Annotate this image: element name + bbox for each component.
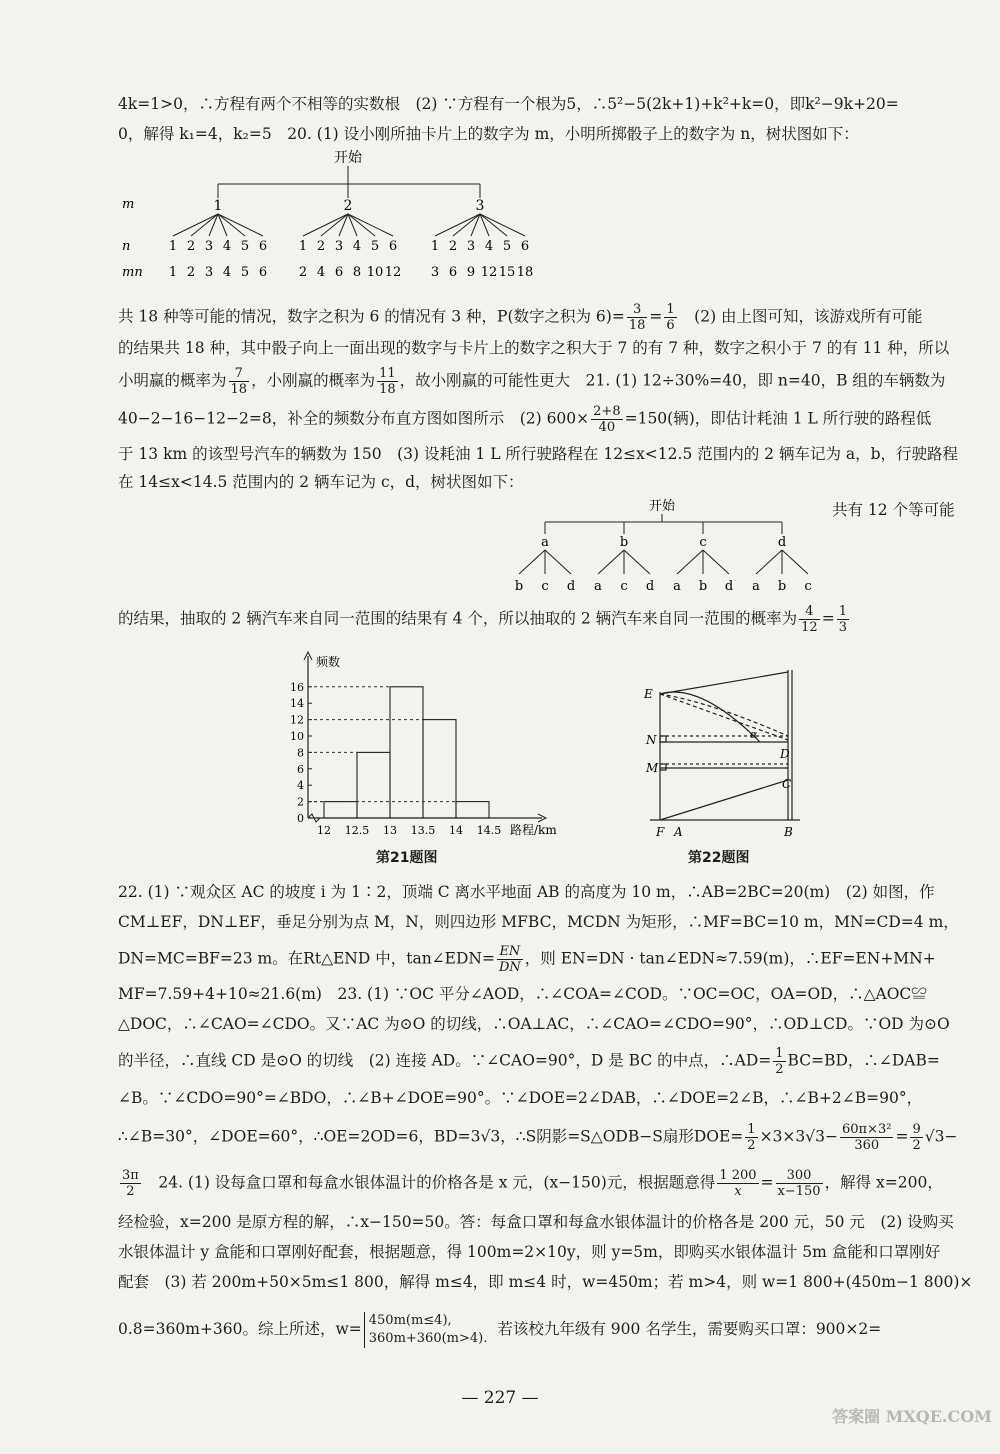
tree-diagram-2 xyxy=(500,494,820,598)
text-line: CM⊥EF，DN⊥EF，垂足分别为点 M，N，则四边形 MFBC，MCDN 为矩形，∴MF=BC=10 m，MN=CD=4 m， xyxy=(118,913,959,931)
text-line: 0.8=360m+360。综上所述，w= 450m(m≤4), 360m+360(m>4). 若该校九年级有 900 名学生，需要购买口罩：900×2= xyxy=(118,1313,882,1346)
piecewise-brace: 450m(m≤4), 360m+360(m>4). xyxy=(364,1312,488,1348)
x-tick-label: 12 xyxy=(317,824,331,837)
y-tick-label: 4 xyxy=(297,779,304,793)
text-line: 0，解得 k₁=4，k₂=5 20. (1) 设小刚所抽卡片上的数字为 m，小明所掷骰子上的数字为 n，树状图如下： xyxy=(118,125,859,143)
tree1-mn-value: 4 xyxy=(316,265,326,280)
label-A: A xyxy=(674,825,683,839)
text-line: 40−2−16−12−2=8，补全的频数分布直方图如图所示 (2) 600× $\frac{2+8}{40}$ =150(辆)，即估计耗油 1 L 所行驶的路程低 xyxy=(118,404,932,435)
y-axis-label: 频数 xyxy=(316,655,341,669)
text-line: 配套 (3) 若 200m+50×5m≤1 800，解得 m≤4，即 m≤4 时，w=450m；若 m>4，则 w=1 800+(450m−1 800)× xyxy=(118,1273,973,1291)
text-line: 的半径，∴直线 CD 是⊙O 的切线 (2) 连接 AD。∵∠CAO=90°，D 是 BC 的中点，∴AD= $\frac{1}{2}$ BC=BD，∴∠DAB= xyxy=(118,1046,940,1077)
row-label-m: m xyxy=(122,197,135,212)
y-tick-label: 8 xyxy=(297,746,304,760)
tree1-mn-value: 6 xyxy=(448,265,458,280)
tree2-level1-node: a xyxy=(541,535,549,550)
y-tick-label: 10 xyxy=(290,730,304,743)
x-tick-label: 12.5 xyxy=(344,824,370,837)
tree1-n-node: 2 xyxy=(448,239,458,254)
label-M: M xyxy=(646,761,659,775)
x-tick-label: 14.5 xyxy=(476,824,502,837)
tree2-level2-node: b xyxy=(777,579,787,594)
tree1-mn-value: 12 xyxy=(480,265,498,280)
text-line: ∠B。∵∠CDO=90°=∠BDO，∴∠B+∠DOE=90°。∵∠DOE=2∠DAB，∴∠DOE=2∠B，∴∠B+2∠B=90°， xyxy=(118,1089,923,1107)
row-label-n: n xyxy=(122,239,131,254)
tree1-mn-value: 6 xyxy=(258,265,268,280)
tree2-level2-node: a xyxy=(673,579,681,594)
tree1-mn-value: 18 xyxy=(516,265,534,280)
tree1-mn-value: 6 xyxy=(334,265,344,280)
text-line: MF=7.59+4+10≈21.6(m) 23. (1) ∵OC 平分∠AOD，∴∠COA=∠COD。∵OC=OC，OA=OD，∴△AOC≌ xyxy=(118,985,927,1003)
tree1-mn-value: 5 xyxy=(240,265,250,280)
tree1-n-node: 5 xyxy=(502,239,512,254)
tree2-level2-node: d xyxy=(724,579,734,594)
histogram-bar xyxy=(390,687,423,818)
figure-22-diagram xyxy=(640,662,810,840)
page-number: — 227 — xyxy=(461,1388,539,1408)
histogram-bar xyxy=(324,802,357,818)
x-tick-label: 14 xyxy=(449,824,463,837)
tree1-n-node: 2 xyxy=(186,239,196,254)
histogram-bar xyxy=(357,752,390,818)
label-B: B xyxy=(784,825,793,839)
tree2-level2-node: c xyxy=(541,579,549,594)
tree-diagram-1 xyxy=(118,146,558,286)
tree1-mn-value: 3 xyxy=(204,265,214,280)
tree1-n-node: 6 xyxy=(258,239,268,254)
tree1-mn-value: 1 xyxy=(168,265,178,280)
tree1-n-node: 4 xyxy=(484,239,494,254)
label-alpha: α xyxy=(750,728,758,741)
tree2-level2-node: d xyxy=(566,579,576,594)
tree1-mn-value: 12 xyxy=(384,265,402,280)
tree1-mn-value: 3 xyxy=(430,265,440,280)
tree1-root: 开始 xyxy=(334,150,362,166)
label-E: E xyxy=(644,687,653,701)
text-line: 于 13 km 的该型号汽车的辆数为 150 (3) 设耗油 1 L 所行驶路程在 12≤x<12.5 范围内的 2 辆车记为 a，b，行驶路程 xyxy=(118,445,959,463)
tree2-level2-node: b xyxy=(514,579,524,594)
text-line: ∴∠B=30°，∠DOE=60°，∴OE=2OD=6，BD=3√3，∴S阴影=S△ODB−S扇形DOE= $\frac{1}{2}$ ×3×3√3− $\frac{\text{60π×3²}}{360}$ = $\frac{9}{2}$ √3− xyxy=(118,1122,958,1153)
figure-22-caption: 第22题图 xyxy=(688,850,750,866)
tree2-level2-node: b xyxy=(698,579,708,594)
tree1-n-node: 4 xyxy=(352,239,362,254)
tree1-n-node: 1 xyxy=(168,239,178,254)
text-line: 共有 12 个等可能 xyxy=(832,501,955,519)
histogram-chart xyxy=(270,650,570,840)
x-tick-label: 13.5 xyxy=(410,824,436,837)
y-tick-label: 16 xyxy=(290,680,304,694)
label-N: N xyxy=(646,733,657,747)
label-F: F xyxy=(656,825,665,839)
tree1-mn-value: 10 xyxy=(366,265,384,280)
x-tick-label: 13 xyxy=(383,824,397,837)
tree1-n-node: 1 xyxy=(430,239,440,254)
tree1-n-node: 2 xyxy=(316,239,326,254)
tree1-n-node: 3 xyxy=(204,239,214,254)
x-axis-label: 路程/km xyxy=(510,823,557,837)
text-line: $\frac{3\pi}{2}$ 24. (1) 设每盒口罩和每盒水银体温计的价格各是 x 元，(x−150)元，根据题意得 $\frac{1 200}{x}$ = $\frac{300}{x-150}$ ，解得 x=200， xyxy=(122,1168,943,1199)
tree1-n-node: 5 xyxy=(240,239,250,254)
text-line: 在 14≤x<14.5 范围内的 2 辆车记为 c，d，树状图如下： xyxy=(118,473,524,491)
text-line: △DOC，∴∠CAO=∠CDO。又∵AC 为⊙O 的切线，∴OA⊥AC，∴∠CAO=∠CDO=90°，∴OD⊥CD。∵OD 为⊙O xyxy=(118,1015,950,1033)
text-line: 经检验，x=200 是原方程的解，∴x−150=50。答：每盒口罩和每盒水银体温计的价格各是 200 元，50 元 (2) 设购买 xyxy=(118,1213,954,1231)
tree2-level2-node: c xyxy=(620,579,628,594)
y-tick-label: 0 xyxy=(297,812,304,825)
y-tick-label: 12 xyxy=(290,713,304,727)
tree2-level1-node: d xyxy=(777,535,787,550)
tree1-mn-value: 15 xyxy=(498,265,516,280)
tree1-n-node: 3 xyxy=(466,239,476,254)
tree2-level1-node: b xyxy=(619,535,629,550)
figure-21-caption: 第21题图 xyxy=(376,850,438,866)
label-D: D xyxy=(780,747,790,761)
text-line: DN=MC=BF=23 m。在Rt△END 中，tan∠EDN= $\frac{EN}{DN}$ ，则 EN=DN · tan∠EDN≈7.59(m)，∴EF=EN+MN+ xyxy=(118,944,936,975)
tree1-n-node: 4 xyxy=(222,239,232,254)
histogram-bar xyxy=(423,720,456,818)
tree1-n-node: 5 xyxy=(370,239,380,254)
y-tick-label: 14 xyxy=(290,697,304,711)
tree1-mn-value: 9 xyxy=(466,265,476,280)
text-line: 共 18 种等可能的情况，数字之积为 6 的情况有 3 种，P(数字之积为 6)= $\frac{3}{18}$ = $\frac{1}{6}$ (2) 由上图可知，该游戏所有可能 xyxy=(118,302,923,333)
tree1-n-node: 3 xyxy=(334,239,344,254)
tree1-mn-value: 4 xyxy=(222,265,232,280)
text-line: 4k=1>0，∴方程有两个不相等的实数根 (2) ∵方程有一个根为5，∴5²−5(2k+1)+k²+k=0，即k²−9k+20= xyxy=(118,95,899,113)
histogram-bar xyxy=(456,802,489,818)
text-line: 水银体温计 y 盒能和口罩刚好配套，根据题意，得 100m=2×10y，则 y=5m，即购买水银体温计 5m 盒能和口罩刚好 xyxy=(118,1243,941,1261)
tree1-m-node: 3 xyxy=(475,198,485,214)
text-line: 的结果共 18 种，其中骰子向上一面出现的数字与卡片上的数字之积大于 7 的有 7 种，数字之积小于 7 的有 11 种，所以 xyxy=(118,339,950,357)
tree1-mn-value: 2 xyxy=(298,265,308,280)
tree2-level2-node: a xyxy=(594,579,602,594)
text-line: 22. (1) ∵观众区 AC 的坡度 i 为 1∶2，顶端 C 离水平地面 AB 的高度为 10 m，∴AB=2BC=20(m) (2) 如图，作 xyxy=(118,883,935,901)
tree2-root: 开始 xyxy=(648,499,676,514)
y-tick-label: 2 xyxy=(297,795,304,809)
tree1-m-node: 1 xyxy=(213,198,223,214)
text-line: 的结果，抽取的 2 辆汽车来自同一范围的结果有 4 个，所以抽取的 2 辆汽车来自同一范围的概率为 $\frac{4}{12}$ = $\frac{1}{3}$ xyxy=(118,604,847,635)
tree1-mn-value: 8 xyxy=(352,265,362,280)
svg-text:答案圈 MXQE.COM: 答案圈 MXQE.COM xyxy=(832,1407,992,1426)
text-line: 小明赢的概率为 $\frac{7}{18}$ ，小刚赢的概率为 $\frac{11}{18}$ ，故小刚赢的可能性更大 21. (1) 12÷30%=40，即 n=40，B 组的车辆数为 xyxy=(118,366,946,397)
tree2-level2-node: a xyxy=(752,579,760,594)
label-C: C xyxy=(782,777,792,791)
tree2-level2-node: c xyxy=(804,579,812,594)
row-label-mn: mn xyxy=(122,265,143,280)
tree1-m-node: 2 xyxy=(343,198,353,214)
tree1-n-node: 1 xyxy=(298,239,308,254)
watermark-logo xyxy=(832,1378,992,1448)
y-tick-label: 6 xyxy=(297,762,304,776)
tree2-level1-node: c xyxy=(699,535,707,550)
tree1-n-node: 6 xyxy=(520,239,530,254)
tree1-n-node: 6 xyxy=(388,239,398,254)
tree1-mn-value: 2 xyxy=(186,265,196,280)
tree2-level2-node: d xyxy=(645,579,655,594)
